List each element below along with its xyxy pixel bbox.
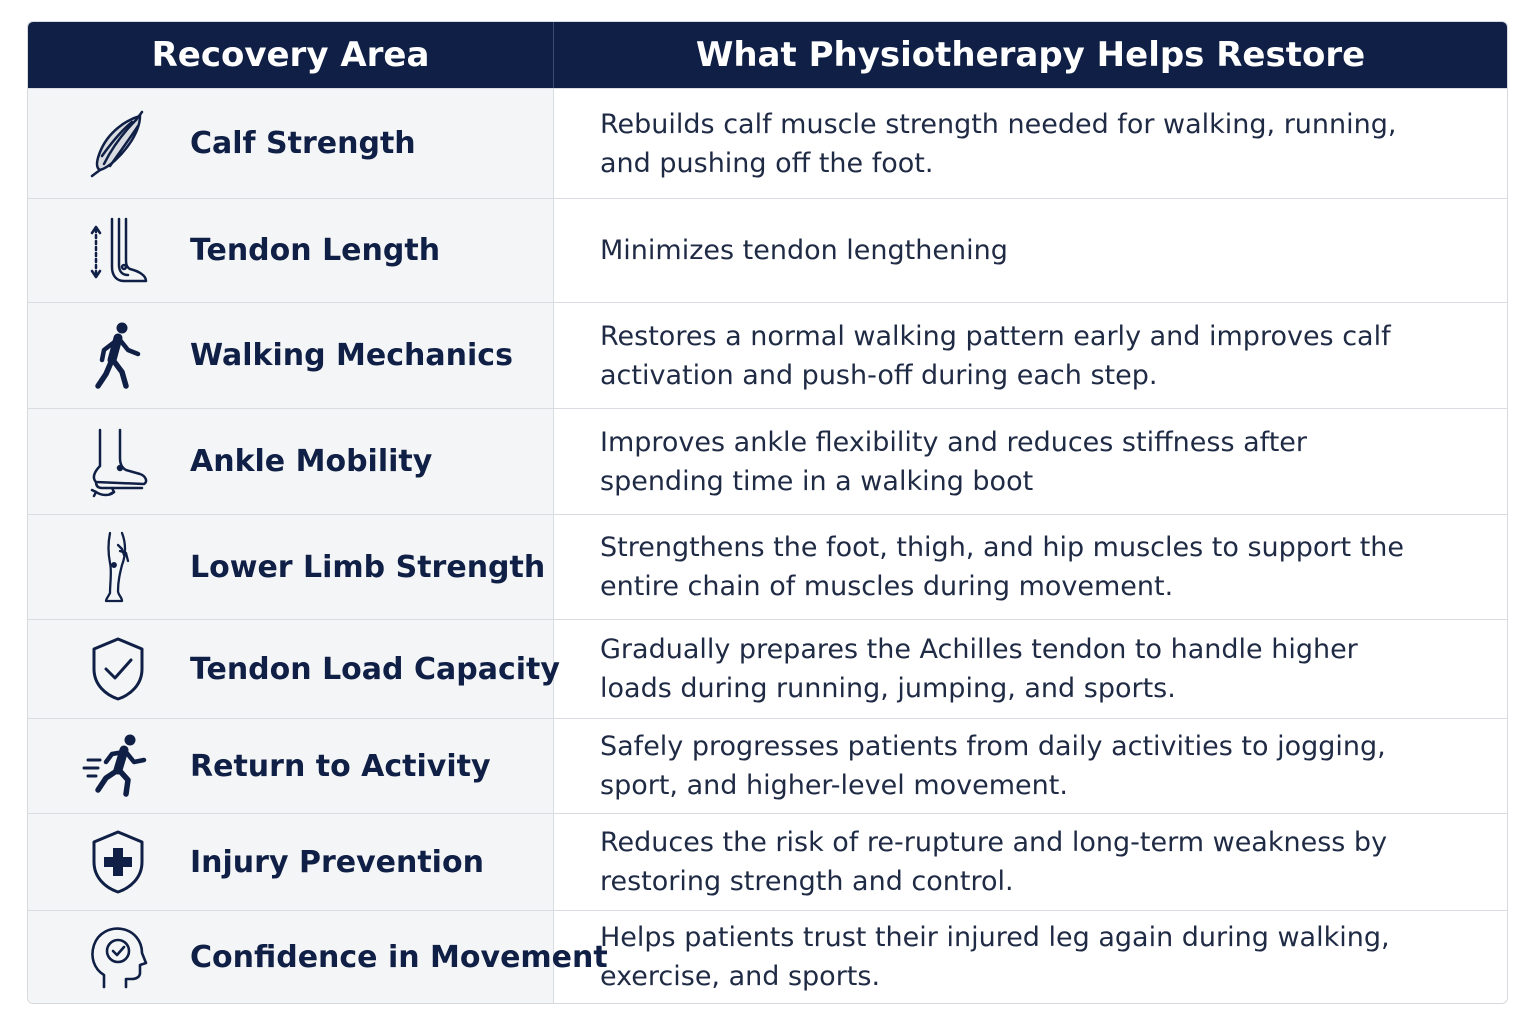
shield-plus-icon (82, 826, 154, 898)
shield-check-icon (82, 633, 154, 705)
recovery-area-label: Ankle Mobility (190, 444, 433, 479)
running-person-icon (82, 730, 154, 802)
recovery-area-label: Lower Limb Strength (190, 549, 546, 585)
recovery-area-label: Return to Activity (190, 748, 491, 784)
header-recovery-area: Recovery Area (28, 22, 554, 88)
leg-icon (82, 531, 154, 603)
table-row (28, 302, 1507, 408)
recovery-area-cell (28, 719, 554, 813)
tendon-length-icon (82, 215, 154, 287)
recovery-area-label: Calf Strength (190, 126, 416, 161)
recovery-area-label: Confidence in Movement (190, 939, 608, 975)
head-check-icon (82, 921, 154, 993)
recovery-area-cell (28, 515, 554, 619)
description-cell (554, 814, 1507, 910)
recovery-area-label: Injury Prevention (190, 844, 484, 880)
table-row (28, 813, 1507, 910)
recovery-area-cell (28, 199, 554, 302)
description-text: Helps patients trust their injured leg again during walking, exercise, and sports. (600, 922, 1390, 992)
walking-person-icon (82, 320, 154, 392)
header-physio-restores: What Physiotherapy Helps Restore (695, 35, 1366, 75)
table-row (28, 88, 1507, 198)
table-row (28, 198, 1507, 302)
table-row (28, 408, 1507, 514)
description-cell (554, 719, 1507, 813)
description-text: Rebuilds calf muscle strength needed for walking, running, and pushing off the foot. (600, 108, 1397, 179)
description-text: Reduces the risk of re-rupture and long-term weakness by restoring strength and control. (600, 827, 1388, 897)
table-header (28, 22, 1507, 88)
description-cell (554, 911, 1507, 1003)
description-text: Gradually prepares the Achilles tendon to handle higher loads during running, jumping, and sports. (600, 634, 1358, 704)
description-cell (554, 199, 1507, 302)
recovery-area-cell (28, 303, 554, 408)
description-text: Restores a normal walking pattern early and improves calf activation and push-off during each step. (600, 320, 1391, 391)
description-text: Strengthens the foot, thigh, and hip muscles to support the entire chain of muscles during movement. (600, 532, 1405, 602)
table-row (28, 910, 1507, 1003)
recovery-area-cell (28, 409, 554, 514)
ankle-foot-icon (82, 426, 154, 498)
recovery-area-label: Walking Mechanics (190, 338, 513, 373)
recovery-area-cell (28, 814, 554, 910)
description-cell (554, 620, 1507, 718)
recovery-area-cell (28, 620, 560, 718)
description-text: Safely progresses patients from daily activities to jogging, sport, and higher-level movement. (600, 731, 1386, 801)
table-row (28, 514, 1507, 619)
recovery-table (27, 21, 1508, 1004)
description-cell (554, 303, 1507, 408)
table-row (28, 619, 1507, 718)
recovery-area-cell (28, 89, 554, 198)
description-text: Minimizes tendon lengthening (600, 235, 1008, 266)
calf-muscle-icon (82, 108, 154, 180)
description-text: Improves ankle flexibility and reduces stiffness after spending time in a walking boot (600, 426, 1307, 497)
description-cell (554, 409, 1507, 514)
recovery-area-cell (28, 911, 608, 1003)
description-cell (554, 515, 1507, 619)
table-row (28, 718, 1507, 813)
description-cell (554, 89, 1507, 198)
recovery-area-label: Tendon Load Capacity (190, 651, 560, 687)
recovery-area-label: Tendon Length (190, 233, 441, 268)
